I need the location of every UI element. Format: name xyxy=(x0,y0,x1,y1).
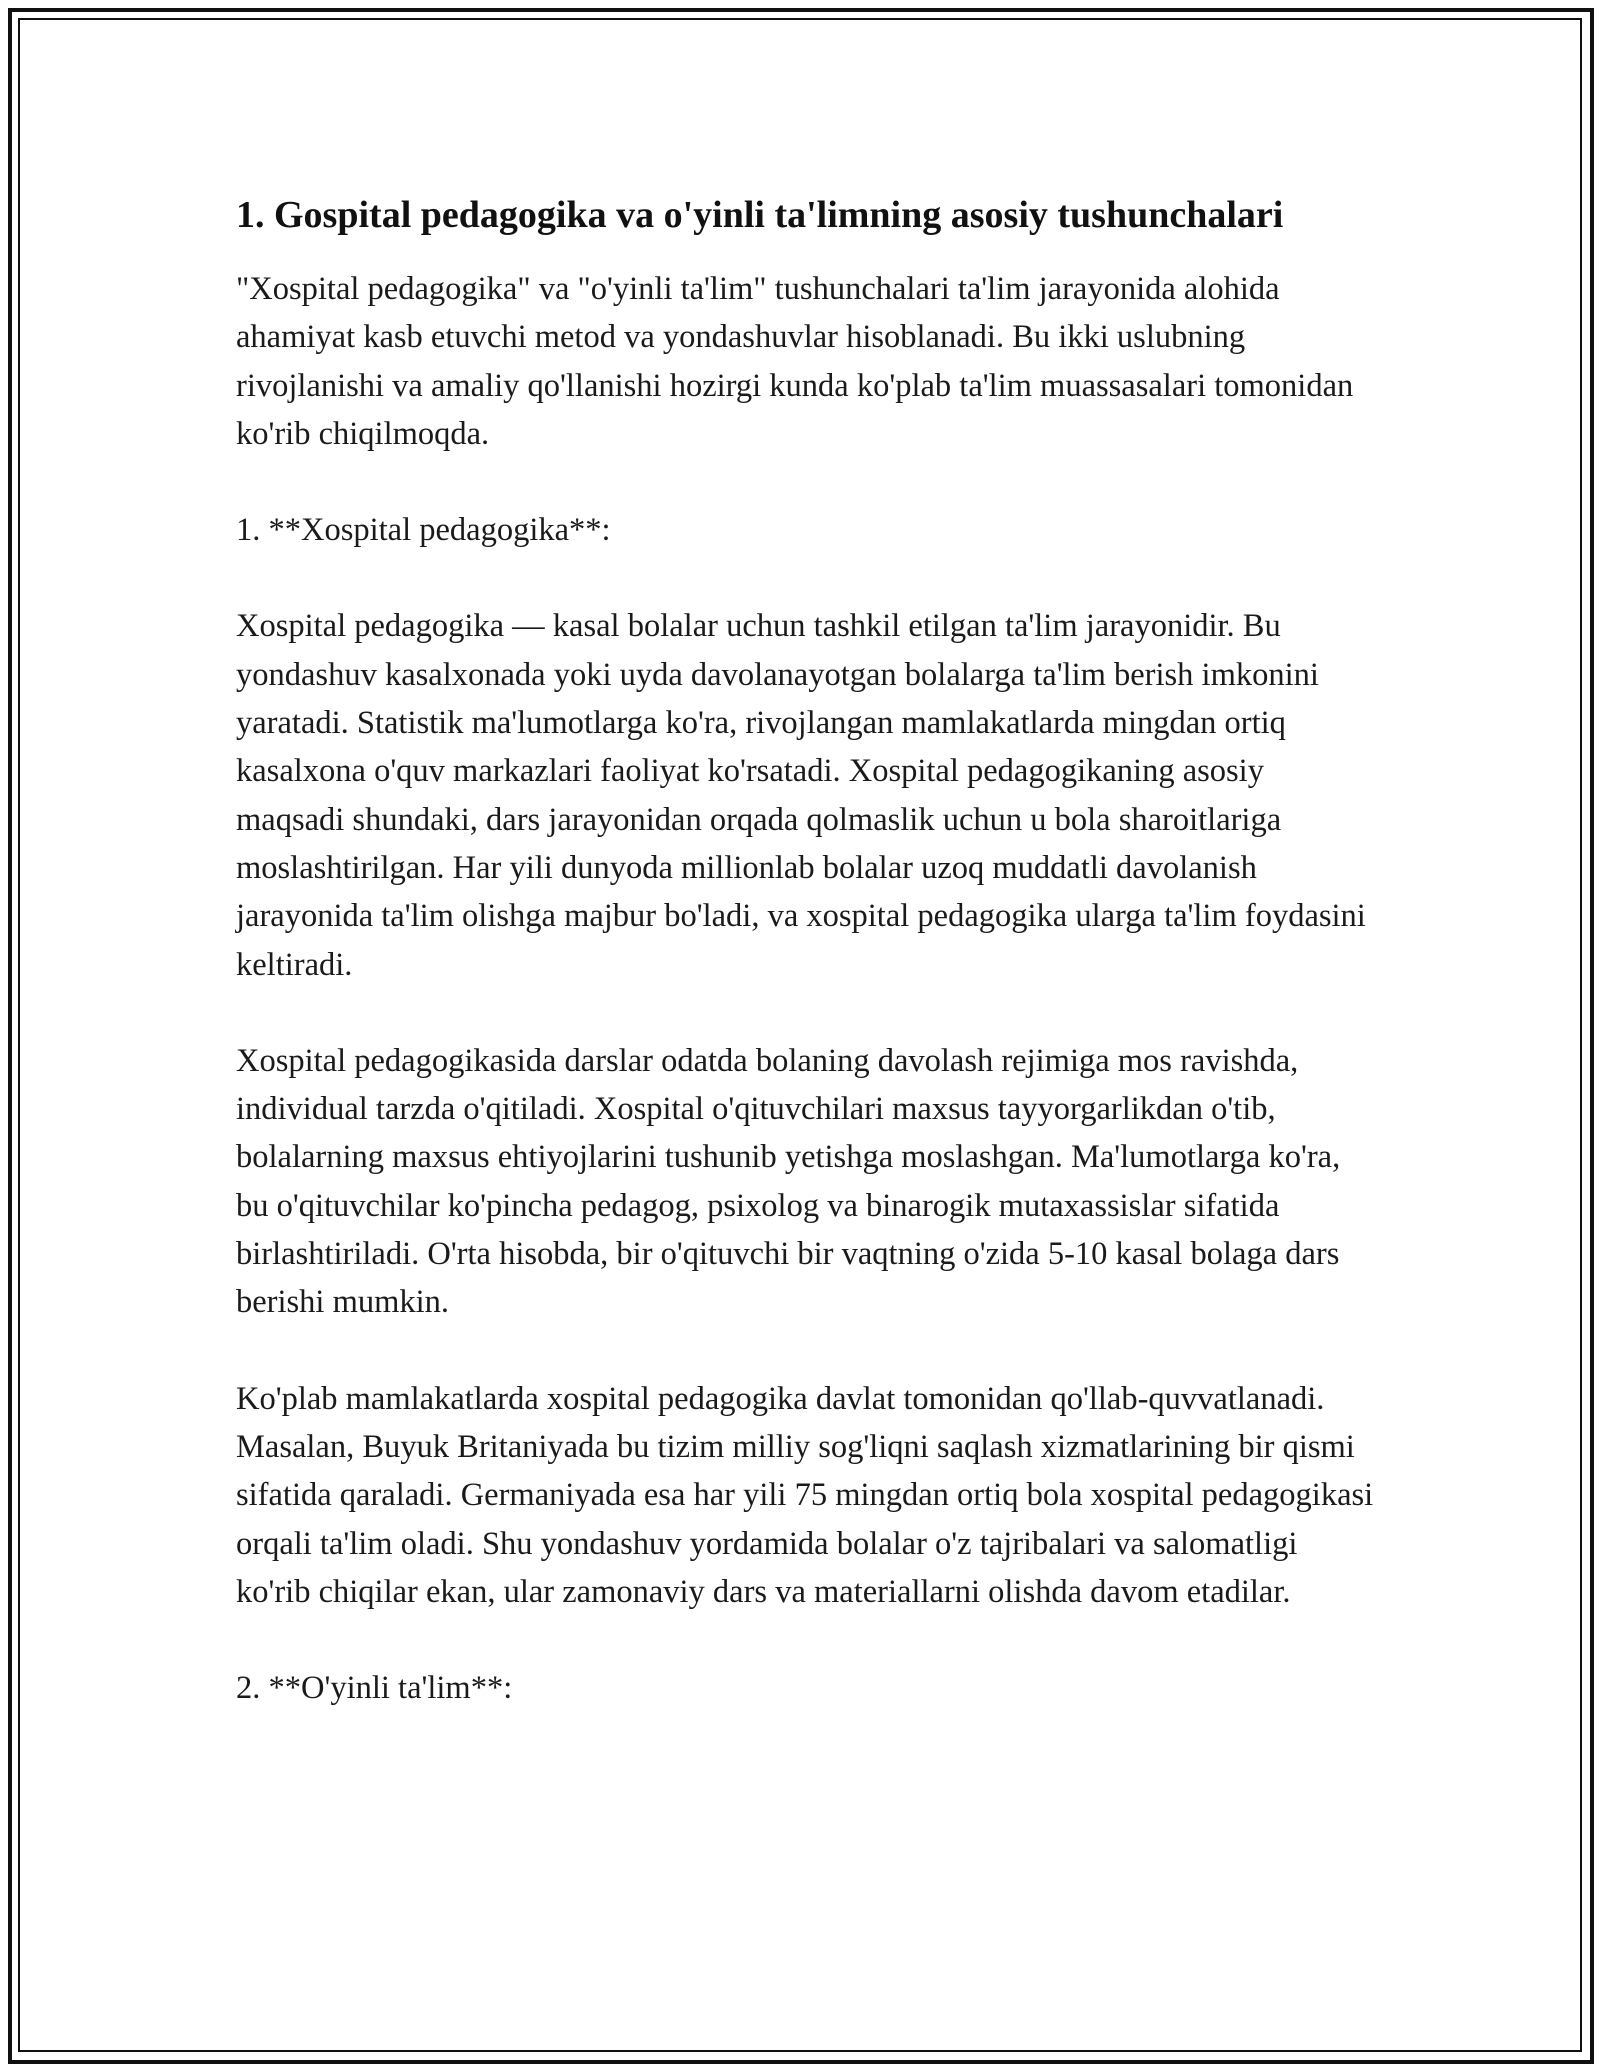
hospital-paragraph-3: Ko'plab mamlakatlarda xospital pedagogika davlat tomonidan qo'llab-quvvatlanadi. Masalan, Buyuk Britaniyada bu tizim milliy sog'liqni saqlash xizmatlarining bir qismi sifatida qaraladi. Germaniyada esa har yili 75 mingdan ortiq bola xospital pedagogikasi orqali ta'lim oladi. Shu yondashuv yordamida bolalar o'z tajribalari va salomatligi ko'rib chiqilar ekan, ular zamonaviy dars va materiallarni olishda davom etadilar. xyxy=(236,1380,1374,1610)
section-heading: 1. Gospital pedagogika va o'yinli ta'limning asosiy tushunchalari xyxy=(236,194,1284,236)
hospital-paragraph-1: Xospital pedagogika — kasal bolalar uchun tashkil etilgan ta'lim jarayonidir. Bu yondashuv kasalxonada yoki uyda davolanayotgan bolalarga ta'lim berish imkonini yaratadi. Statistik ma'lumotlarga ko'ra, rivojlangan mamlakatlarda mingdan ortiq kasalxona o'quv markazlari faoliyat ko'rsatadi. Xospital pedagogikaning asosiy maqsadi shundaki, dars jarayonidan orqada qolmaslik uchun u bola sharoitlariga moslashtirilgan. Har yili dunyoda millionlab bolalar uzoq muddatli davolanish jarayonida ta'lim olishga majbur bo'ladi, va xospital pedagogika ularga ta'lim foydasini keltiradi. xyxy=(236,608,1366,983)
intro-paragraph: "Xospital pedagogika" va "o'yinli ta'lim" tushunchalari ta'lim jarayonida alohida ahamiyat kasb etuvchi metod va yondashuvlar hisoblanadi. Bu ikki uslubning rivojlanishi va amaliy qo'llanishi hozirgi kunda ko'plab ta'lim muassasalari tomonidan ko'rib chiqilmoqda. xyxy=(236,271,1354,452)
subsection-label-hospital: 1. **Xospital pedagogika**: xyxy=(236,512,611,549)
document-body xyxy=(236,188,1376,1760)
hospital-paragraph-2: Xospital pedagogikasida darslar odatda bolaning davolash rejimiga mos ravishda, individual tarzda o'qitiladi. Xospital o'qituvchilari maxsus tayyorgarlikdan o'tib, bolalarning maxsus ehtiyojlarini tushunib yetishga moslashgan. Ma'lumotlarga ko'ra, bu o'qituvchilar ko'pincha pedagog, psixolog va binarogik mutaxassislar sifatida birlashtiriladi. O'rta hisobda, bir o'qituvchi bir vaqtning o'zida 5-10 kasal bolaga dars berishi mumkin. xyxy=(236,1042,1341,1321)
subsection-label-game: 2. **O'yinli ta'lim**: xyxy=(236,1670,513,1707)
